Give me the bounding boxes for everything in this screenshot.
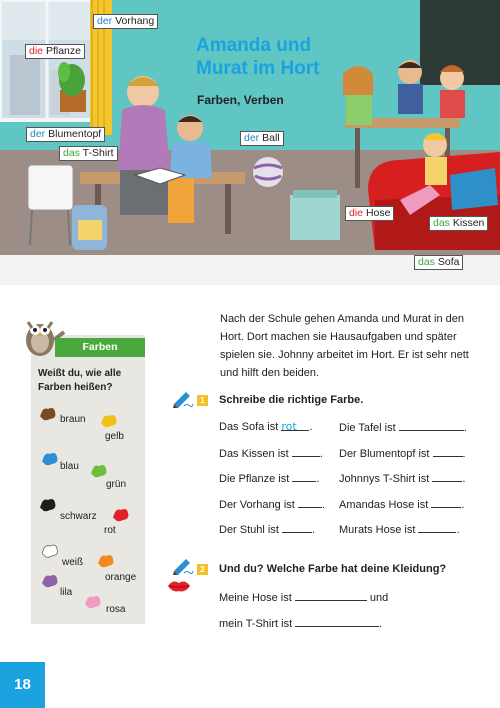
color-word-lila: lila (60, 587, 73, 598)
label-word: Vorhang (115, 15, 155, 27)
sentence-start: Johnnys T-Shirt ist (339, 473, 430, 485)
task-2-line-1 (219, 590, 388, 604)
task-number-1: 1 (197, 395, 208, 406)
lips-icon (167, 579, 191, 593)
label-word: T-Shirt (82, 147, 114, 159)
answer-blank[interactable] (432, 471, 462, 482)
title-line-1: Amanda und (196, 35, 312, 56)
task-1-row-3-right: Johnnys T-Shirt ist . (339, 473, 466, 485)
answer-blank[interactable] (292, 471, 316, 482)
sentence-start: Das Kissen ist (219, 448, 289, 460)
answer-blank[interactable] (295, 616, 379, 627)
label-word: Kissen (452, 217, 485, 229)
sentence-end: und (369, 592, 389, 604)
purple-splat-icon (41, 573, 59, 589)
label-article: das (63, 147, 80, 159)
task-1-row-2-right: Der Blumentopf ist . (339, 448, 466, 460)
page-number: 18 (0, 662, 45, 708)
color-word-schwarz: schwarz (60, 511, 97, 522)
label-pflanze (25, 44, 85, 59)
pink-splat-icon (84, 594, 102, 610)
answer-blank[interactable] (433, 446, 463, 457)
label-word: Ball (262, 132, 280, 144)
label-t-shirt (59, 146, 118, 161)
task-1-row-5-left: Der Stuhl ist . (219, 524, 316, 536)
label-blumentopf (26, 127, 105, 142)
color-word-gelb: gelb (105, 431, 124, 442)
answer-blank[interactable] (399, 420, 464, 431)
pencil-icon (172, 390, 194, 408)
handwritten-answer: rot (281, 420, 297, 433)
task-2-line-2: mein T-Shirt ist . (219, 618, 383, 630)
task-1-row-2-left: Das Kissen ist . (219, 448, 323, 460)
label-ball (240, 131, 284, 146)
color-word-rot: rot (104, 525, 116, 536)
sentence-start: Das Sofa ist (219, 421, 279, 433)
label-vorhang (93, 14, 158, 29)
brown-splat-icon (39, 406, 57, 422)
title-line-2: Murat im Hort (196, 58, 320, 79)
task-number-2: 2 (197, 564, 208, 575)
answer-blank[interactable] (281, 420, 309, 431)
sentence-start: Der Blumentopf ist (339, 448, 430, 460)
label-article: das (418, 256, 435, 268)
label-hose (345, 206, 394, 221)
classroom-illustration (0, 0, 500, 285)
task-1-row-5-right: Murats Hose ist . (339, 524, 460, 536)
label-sofa (414, 255, 463, 270)
label-article: der (244, 132, 260, 144)
sentence-start: Die Pflanze ist (219, 473, 290, 485)
answer-blank[interactable] (298, 497, 322, 508)
answer-blank[interactable] (418, 522, 456, 533)
yellow-splat-icon (100, 413, 118, 429)
sentence-start: Amandas Hose ist (339, 499, 429, 511)
sentence-start: Der Stuhl ist (219, 524, 279, 536)
label-article: das (433, 217, 450, 229)
label-word: Sofa (437, 256, 460, 268)
label-kissen (429, 216, 488, 231)
task-1-row-4-left: Der Vorhang ist . (219, 499, 325, 511)
color-word-rosa: rosa (106, 604, 126, 615)
sentence-start: Meine Hose ist (219, 592, 292, 604)
sentence-start: Der Vorhang ist (219, 499, 295, 511)
label-article: die (29, 45, 44, 57)
farben-heading: Farben (55, 338, 145, 357)
label-word: Blumentopf (48, 128, 102, 140)
color-word-blau: blau (60, 461, 79, 472)
label-word: Pflanze (45, 45, 81, 57)
task-1-title: Schreibe die richtige Farbe. (219, 394, 364, 406)
label-article: der (30, 128, 46, 140)
color-word-orange: orange (105, 572, 137, 583)
label-article: der (97, 15, 113, 27)
task-1-row-4-right: Amandas Hose ist . (339, 499, 465, 511)
task-1-row-1-left: Das Sofa ist rot . (219, 420, 313, 433)
color-word-gruen: grün (106, 479, 127, 490)
label-word: Hose (365, 207, 391, 219)
answer-blank[interactable] (292, 446, 320, 457)
sentence-start: mein T-Shirt ist (219, 618, 293, 630)
intro-paragraph: Nach der Schule gehen Amanda und Murat in den Hort. Dort machen sie Hausaufgaben und später spielen sie. Johnny arbeitet im Hort. Er ist sehr nett und hilft den beiden. (220, 313, 469, 379)
label-article: die (349, 207, 364, 219)
color-word-weiss: weiß (62, 557, 84, 568)
answer-blank[interactable] (431, 497, 461, 508)
color-word-braun: braun (60, 414, 86, 425)
task-1-row-3-left: Die Pflanze ist . (219, 473, 320, 485)
sentence-start: Murats Hose ist (339, 524, 416, 536)
answer-blank[interactable] (295, 590, 367, 601)
blue-splat-icon (41, 451, 59, 467)
black-splat-icon (39, 497, 57, 513)
pencil-icon (172, 557, 194, 575)
page-subtitle: Farben, Verben (197, 93, 284, 107)
white-splat-icon (41, 543, 59, 559)
green-splat-icon (90, 463, 108, 479)
task-1-row-1-right: Die Tafel ist . (339, 422, 467, 434)
answer-blank[interactable] (282, 522, 312, 533)
sentence-start: Die Tafel ist (339, 422, 396, 434)
red-splat-icon (112, 507, 130, 523)
orange-splat-icon (97, 553, 115, 569)
farben-question: Weißt du, wie alle Farben heißen? (38, 368, 122, 393)
page-title (196, 34, 356, 80)
task-2-title: Und du? Welche Farbe hat deine Kleidung? (219, 563, 447, 575)
